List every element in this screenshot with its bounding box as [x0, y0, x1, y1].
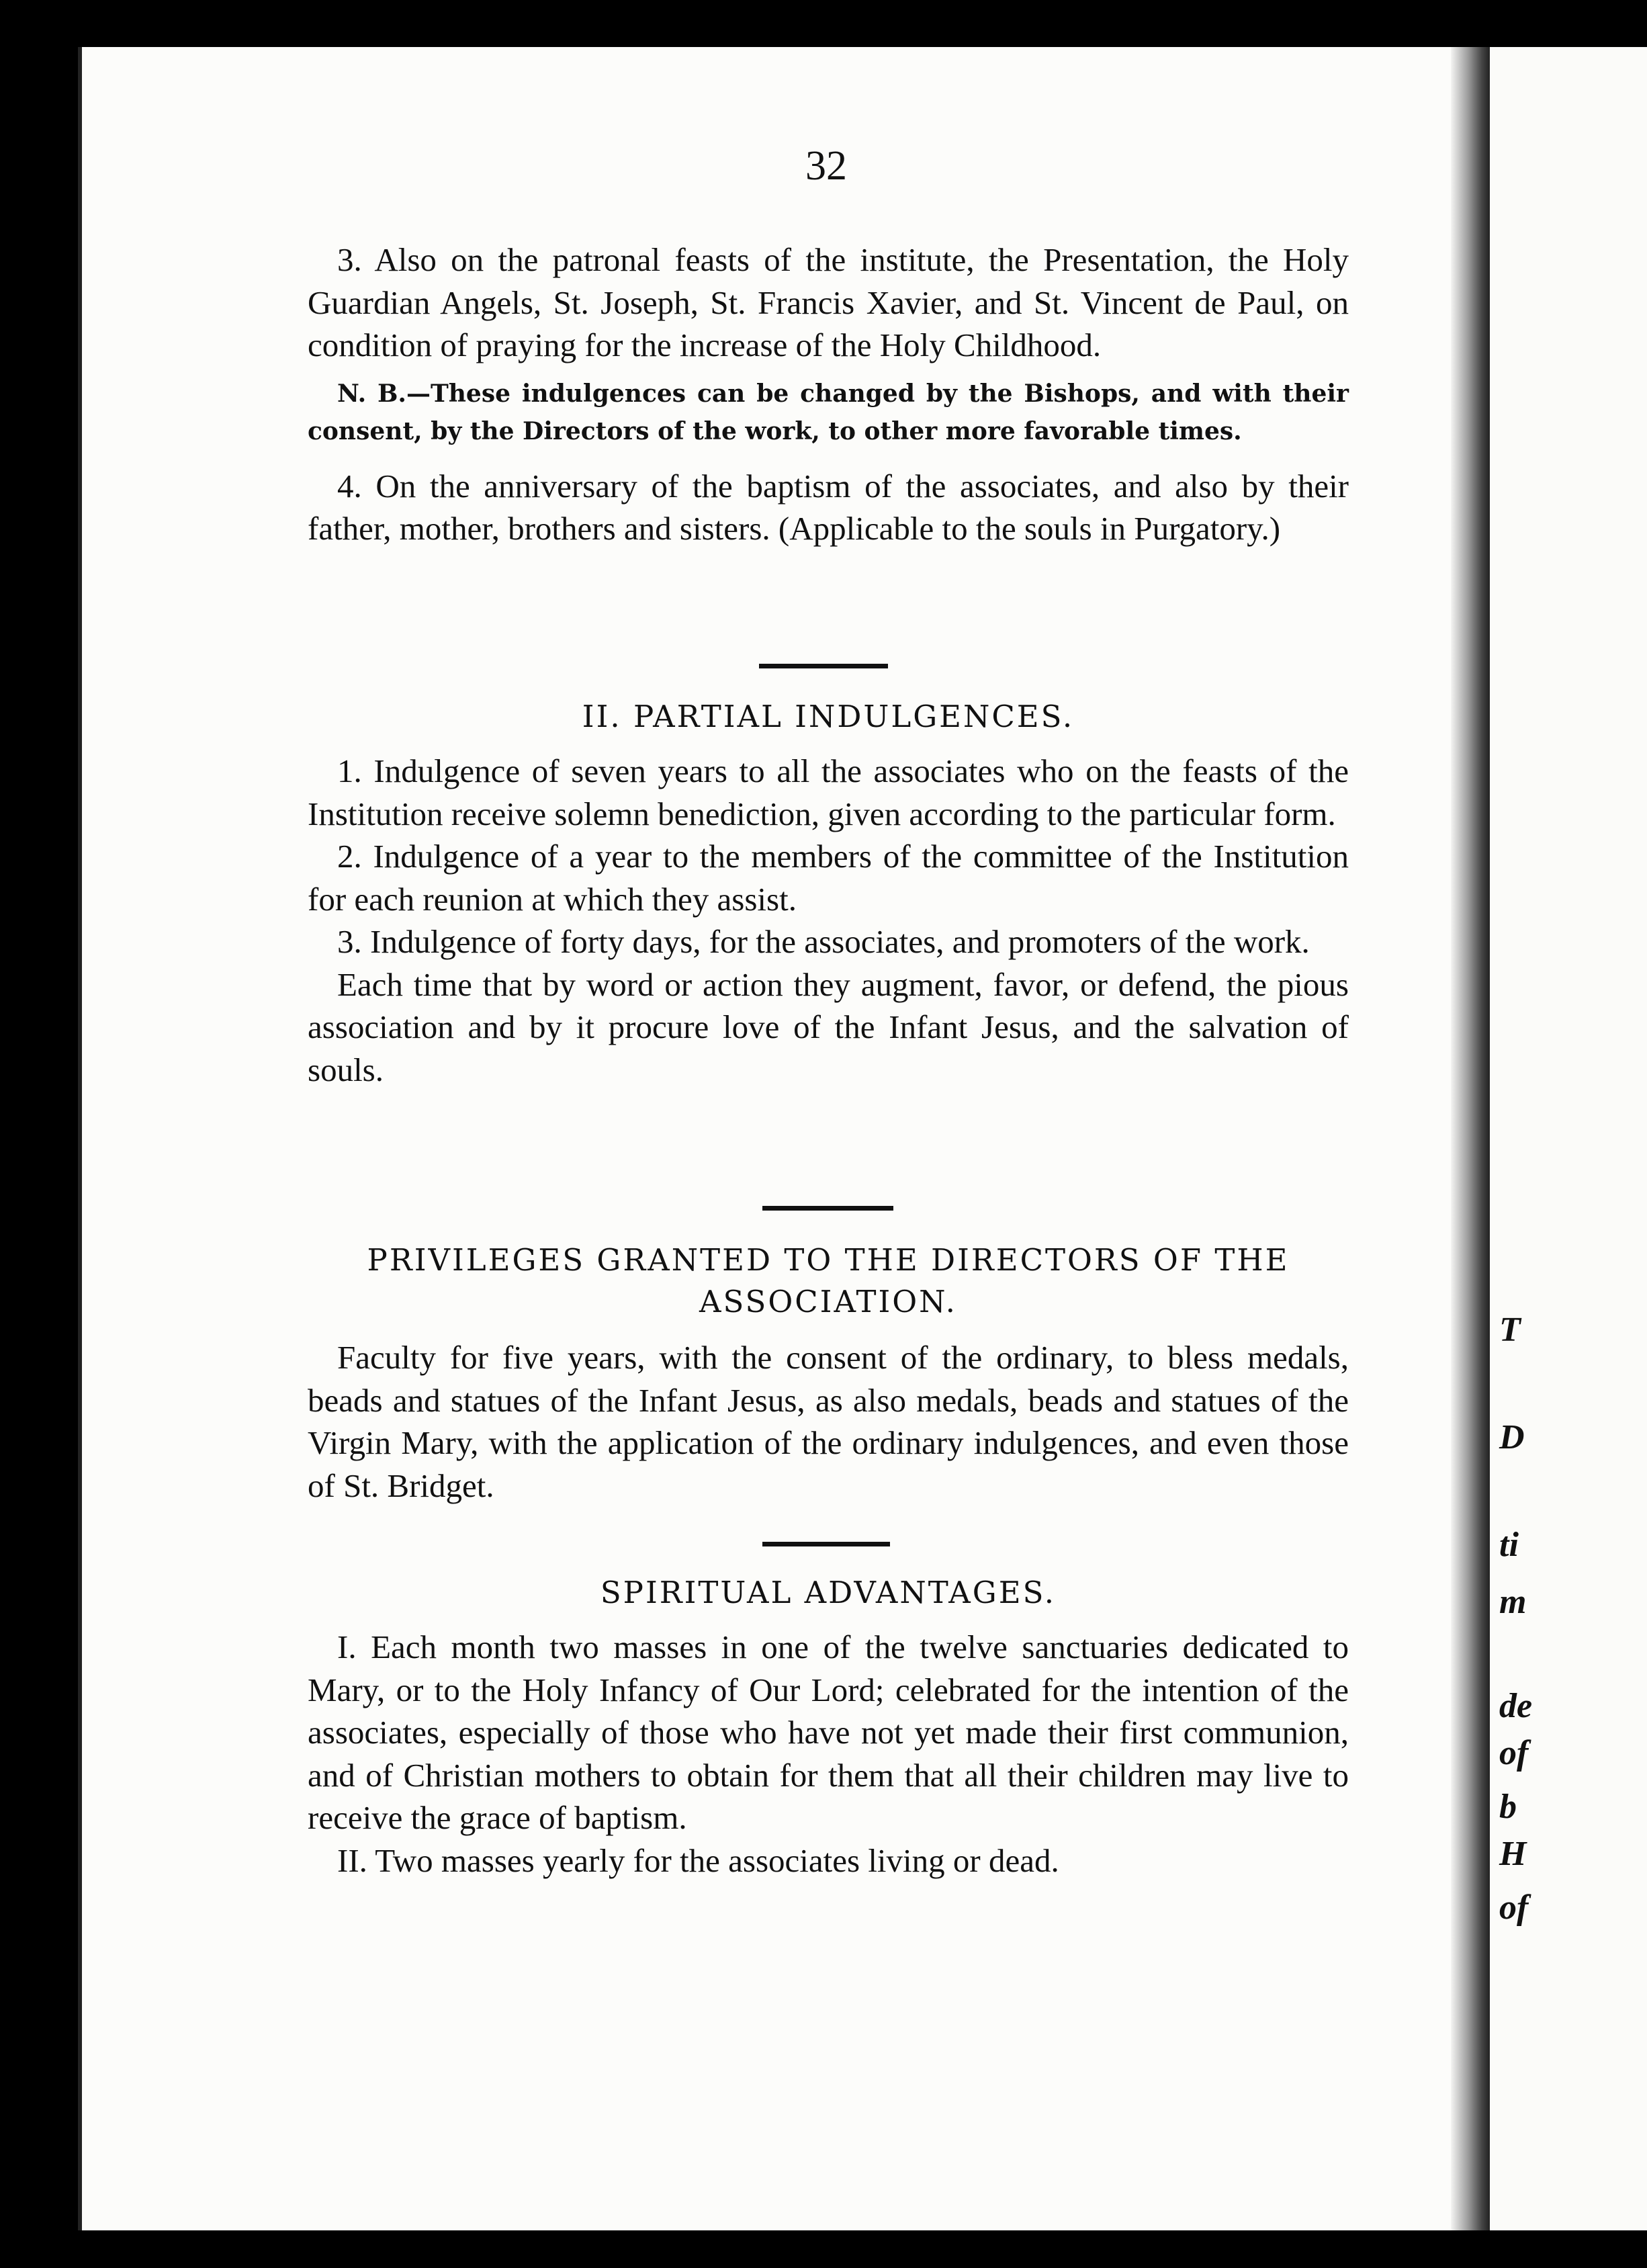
partial-indulgences-heading: II. PARTIAL INDULGENCES.: [582, 699, 1075, 734]
facing-fragment-0: T: [1499, 1311, 1521, 1349]
nb-note: N. B.—These indulgences can be changed by the Bishops, and with their consent, by the Directors of the work, to other more favorable times.: [308, 379, 1349, 445]
spiritual-item-1: I. Each month two masses in one of the twelve sanctuaries dedicated to Mary, or to the Holy Infancy of Our Lord; celebrated for the intention of the associates, especially of those who have not yet made their first communion, and of Christian mothers to obtain for them that all their children may live to receive the grace of baptism.: [308, 1628, 1349, 1836]
partial-item-4: Each time that by word or action they augment, favor, or defend, the pious association and by it procure love of the Infant Jesus, and the salvation of souls.: [308, 965, 1349, 1088]
facing-page-fragment: [1490, 47, 1647, 2230]
facing-fragment-2: ti: [1499, 1526, 1519, 1564]
facing-fragment-4: de: [1499, 1687, 1533, 1725]
section-divider-2: [762, 1206, 893, 1211]
facing-fragment-7: H: [1499, 1835, 1527, 1873]
facing-fragment-8: of: [1499, 1888, 1529, 1927]
full-indulgences-continued: [308, 238, 1349, 550]
spiritual-advantages-section: [308, 1572, 1349, 1882]
item-4-anniversary: 4. On the anniversary of the baptism of the associates, and also by their father, mother, brothers and sisters. (Applicable to the souls in Purgatory.): [308, 467, 1349, 547]
facing-fragment-1: D: [1499, 1418, 1525, 1456]
privileges-section: [308, 1239, 1349, 1507]
page-gutter-shadow: [1451, 47, 1490, 2230]
spiritual-item-2: II. Two masses yearly for the associates living or dead.: [337, 1841, 1059, 1879]
privileges-text: Faculty for five years, with the consent of the ordinary, to bless medals, beads and statues of the Infant Jesus, as also medals, beads and statues of the Virgin Mary, with the application of the ordinary indulgences, and even those of St. Bridget.: [308, 1339, 1349, 1504]
partial-item-2: 2. Indulgence of a year to the members of the committee of the Institution for each reunion at which they assist.: [308, 838, 1349, 918]
spiritual-advantages-heading: SPIRITUAL ADVANTAGES.: [600, 1575, 1057, 1610]
facing-fragment-6: b: [1499, 1788, 1517, 1826]
privileges-heading: PRIVILEGES GRANTED TO THE DIRECTORS OF THE ASSOCIATION.: [367, 1242, 1290, 1319]
facing-fragment-5: of: [1499, 1734, 1529, 1772]
page-number: 32: [805, 143, 847, 189]
partial-item-1: 1. Indulgence of seven years to all the associates who on the feasts of the Institution receive solemn benediction, given according to the particular form.: [308, 752, 1349, 832]
partial-item-3: 3. Indulgence of forty days, for the associates, and promoters of the work.: [337, 923, 1310, 960]
partial-indulgences-section: [308, 696, 1349, 1091]
section-divider-3: [762, 1542, 890, 1546]
section-divider-1: [759, 664, 888, 668]
facing-fragment-3: m: [1499, 1583, 1527, 1621]
item-3-patronal-feasts: 3. Also on the patronal feasts of the institute, the Presentation, the Holy Guardian Angels, St. Joseph, St. Francis Xavier, and St. Vincent de Paul, on condition of praying for the increase of the Holy Childhood.: [308, 241, 1349, 363]
